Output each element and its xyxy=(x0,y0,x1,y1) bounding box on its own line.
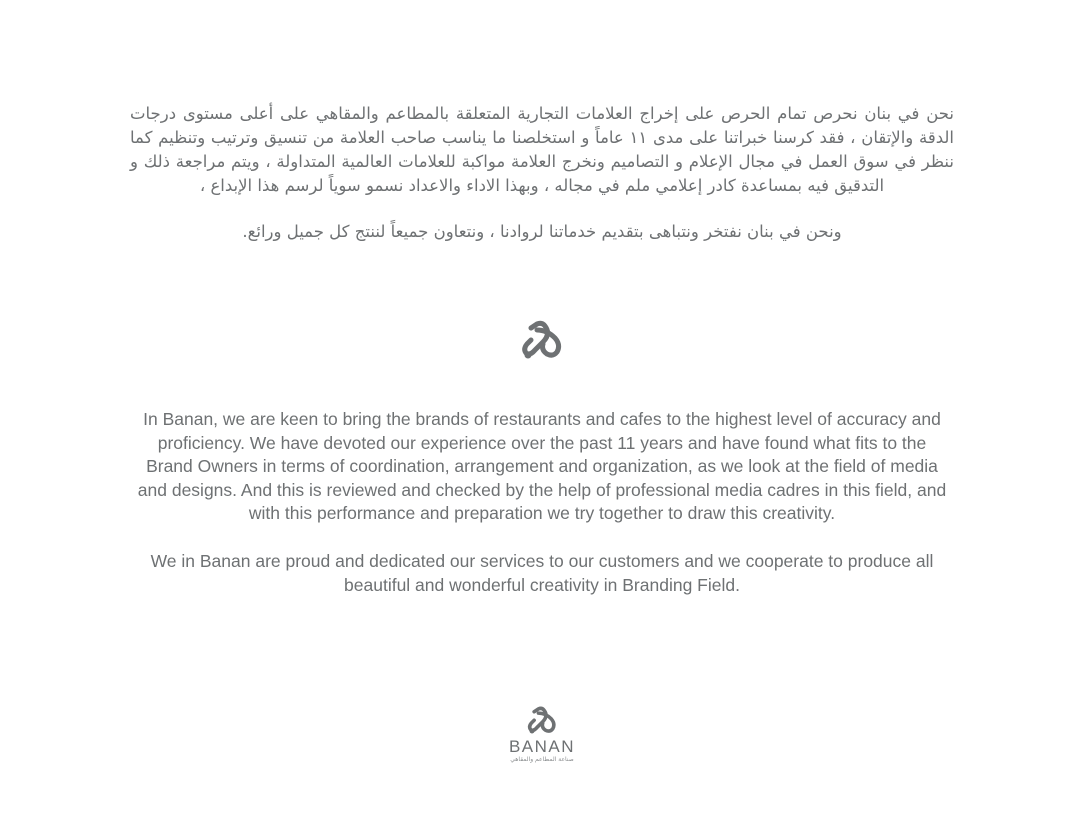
arabic-paragraph-2: ونحن في بنان نفتخر ونتباهى بتقديم خدماتنا لروادنا ، ونتعاون جميعاً لننتج كل جميل ورائع. xyxy=(242,222,842,241)
banan-logo-icon xyxy=(527,706,557,736)
arabic-section xyxy=(130,102,954,244)
banan-logo xyxy=(496,706,588,764)
english-paragraph-2: We in Banan are proud and dedicated our services to our customers and we cooperate to produce all beautiful and wonderful creativity in Branding Field. xyxy=(150,550,934,595)
english-section xyxy=(136,408,948,597)
logo-name: BANAN xyxy=(508,737,576,756)
banan-mark-icon xyxy=(521,320,563,362)
logo-tagline: صناعة المطاعم والمقاهي xyxy=(510,756,574,763)
arabic-paragraph-1: نحن في بنان نحرص تمام الحرص على إخراج العلامات التجارية المتعلقة بالمطاعم والمقاهي على أعلى مستوى درجات الدقة والإتقان ، فقد كرسنا خبراتنا على مدى ١١ عاماً و استخلصنا ما يناسب صاحب العلامة من تنسيق وترتيب وتنظيم كما ننظر في سوق العمل في مجال الإعلام و التصاميم ونخرج العلامة مواكبة للعلامات العالمية المتداولة ، ويتم مراجعة ذلك و التدقيق فيه بمساعدة كادر إعلامي ملم في مجاله ، وبهذا الاداء والاعداد نسمو سوياً لرسم هذا الإبداع ، xyxy=(130,104,954,195)
english-paragraph-1: In Banan, we are keen to bring the brands of restaurants and cafes to the highest level of accuracy and proficiency. We have devoted our experience over the past 11 years and have found what fits to the Brand Owners in terms of coordination, arrangement and organization, as we look at the field of media and designs. And this is reviewed and checked by the help of professional media cadres in this field, and with this performance and preparation we try together to draw this creativity. xyxy=(137,409,947,524)
